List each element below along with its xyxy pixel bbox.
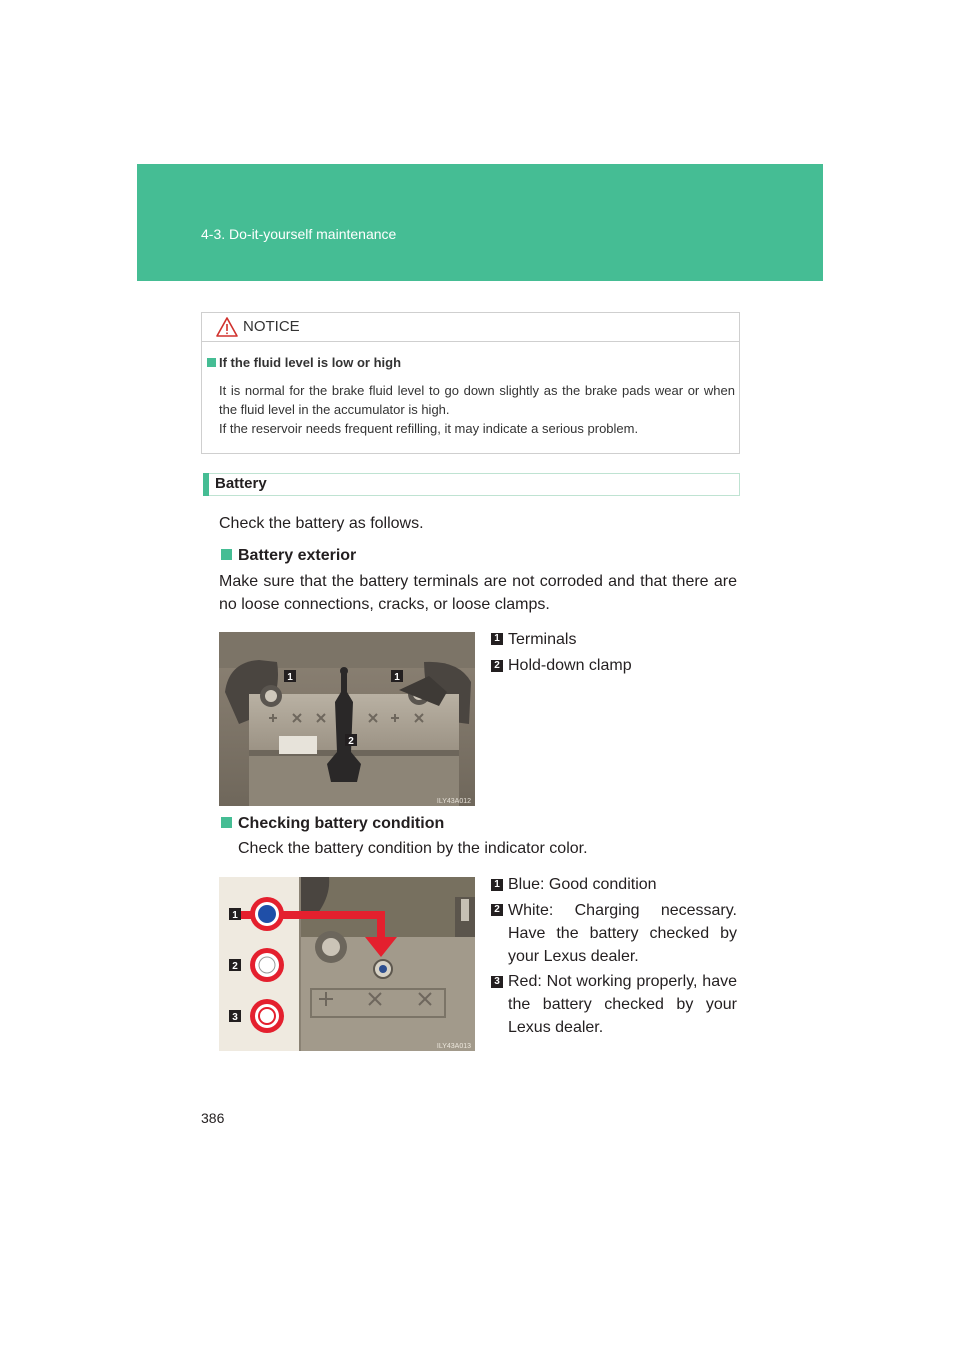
battery-indicator-figure <box>219 877 475 1051</box>
battery-exterior-figure <box>219 632 475 806</box>
header-band <box>137 164 823 281</box>
notice-paragraph: It is normal for the brake fluid level to go down slightly as the brake pads wear or when the fluid level in the accumulator is high. <box>219 383 735 417</box>
condition-text: Check the battery condition by the indicator color. <box>238 840 588 857</box>
figure-code: ILY43A012 <box>436 798 471 805</box>
battery-heading-box <box>203 473 740 496</box>
legend-white: White: Charging necessary. Have the battery checked by your Lexus dealer. <box>508 902 737 965</box>
exterior-text: Make sure that the battery terminals are not corroded and that there are no loose connections, cracks, or loose clamps. <box>219 573 737 613</box>
indicator-white <box>259 957 275 973</box>
legend-number: 1 <box>491 879 503 891</box>
terminal <box>322 938 340 956</box>
notice-subtitle: If the fluid level is low or high <box>219 355 402 370</box>
section-bullet-icon <box>221 817 232 828</box>
condition-title: Checking battery condition <box>238 815 445 832</box>
section-bullet-icon <box>221 549 232 560</box>
section-label: 4-3. Do-it-yourself maintenance <box>201 226 397 242</box>
legend-number: 2 <box>491 904 503 916</box>
legend-hold-down-clamp: Hold-down clamp <box>508 657 632 674</box>
battery-heading: Battery <box>215 475 267 492</box>
legend-blue: Blue: Good condition <box>508 876 657 893</box>
legend-terminals: Terminals <box>508 631 577 648</box>
indicator-red <box>259 1008 275 1024</box>
callout-3: 3 <box>232 1012 238 1023</box>
page-number: 386 <box>201 1110 225 1126</box>
legend-number: 3 <box>491 976 503 988</box>
callout-2: 2 <box>232 961 238 972</box>
exterior-title: Battery exterior <box>238 547 357 564</box>
notice-paragraph: If the reservoir needs frequent refilling, it may indicate a serious problem. <box>219 421 639 436</box>
warning-triangle-icon <box>215 316 239 338</box>
notice-title: NOTICE <box>243 318 300 335</box>
notice-bullet-icon <box>207 358 216 367</box>
figure-code: ILY43A013 <box>436 1043 471 1050</box>
battery-intro: Check the battery as follows. <box>219 515 424 532</box>
battery-label <box>279 736 317 754</box>
terminal-positive <box>265 690 277 702</box>
indicator-blue <box>258 905 276 923</box>
callout-1: 1 <box>394 672 400 683</box>
callout-2: 2 <box>348 736 354 747</box>
legend-red: Red: Not working properly, have the battery checked by your Lexus dealer. <box>508 973 737 1036</box>
legend-number: 1 <box>491 633 503 645</box>
battery-heading-accent <box>203 473 209 496</box>
callout-1: 1 <box>287 672 293 683</box>
notice-divider <box>201 341 740 342</box>
notice-body <box>219 381 735 438</box>
legend-number: 2 <box>491 660 503 672</box>
callout-1: 1 <box>232 910 238 921</box>
